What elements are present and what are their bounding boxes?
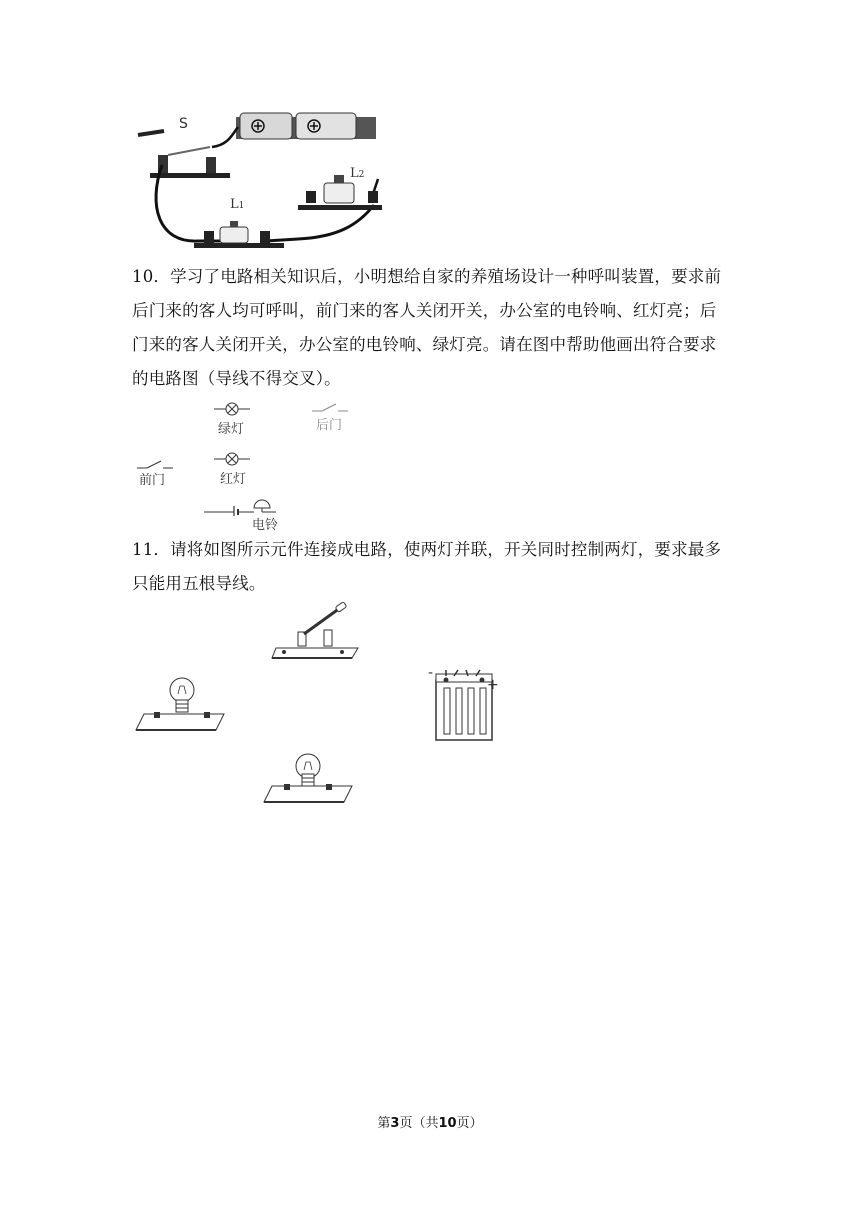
bulb-1-figure xyxy=(134,674,226,744)
footer-middle: 页（共 xyxy=(399,1116,439,1131)
page-footer xyxy=(0,1112,860,1131)
footer-prefix: 第 xyxy=(377,1116,391,1131)
label-l1-sub: 1 xyxy=(238,201,245,211)
label-s: S xyxy=(179,116,188,132)
footer-total-pages: 10 xyxy=(438,1116,457,1131)
knife-switch-figure xyxy=(272,604,362,662)
back-door-switch-symbol xyxy=(312,401,352,415)
back-door-label: 后门 xyxy=(316,418,343,433)
q10-line-3: 门来的客人关闭开关，办公室的电铃响、绿灯亮。请在图中帮助他画出符合要求 xyxy=(132,335,717,354)
bell-label: 电铃 xyxy=(252,518,279,533)
front-door-label: 前门 xyxy=(139,473,166,488)
bell-battery-symbol xyxy=(204,494,284,516)
green-lamp-symbol xyxy=(214,400,254,418)
footer-page-number: 3 xyxy=(390,1116,400,1131)
label-l2-sub: 2 xyxy=(358,170,365,180)
green-lamp-label: 绿灯 xyxy=(218,422,245,437)
lamp-l2-base xyxy=(298,205,382,210)
footer-suffix: 页） xyxy=(456,1116,483,1131)
lamp-l1-base xyxy=(194,243,284,248)
battery-minus-label: - xyxy=(428,665,434,681)
label-l2-letter: L xyxy=(350,166,359,181)
q11-line-1: 11．请将如图所示元件连接成电路，使两灯并联，开关同时控制两灯，要求最多 xyxy=(132,540,722,559)
label-l1 xyxy=(230,197,244,212)
red-lamp-label: 红灯 xyxy=(220,472,247,487)
q10-line-1: 10．学习了电路相关知识后，小明想给自家的养殖场设计一种呼叫装置，要求前 xyxy=(132,267,722,286)
q10-line-4: 的电路图（导线不得交叉）。 xyxy=(132,369,341,388)
q10-line-2: 后门来的客人均可呼叫，前门来的客人关闭开关，办公室的电铃响、红灯亮；后 xyxy=(132,301,717,320)
label-l2 xyxy=(350,166,364,181)
bulb-2-figure xyxy=(262,752,354,816)
circuit-photo-figure xyxy=(128,105,388,255)
switch-base xyxy=(150,173,230,178)
q11-line-2: 只能用五根导线。 xyxy=(132,574,266,593)
battery-plus-label: + xyxy=(487,677,499,693)
label-l1-letter: L xyxy=(230,197,239,212)
red-lamp-symbol xyxy=(214,450,254,468)
